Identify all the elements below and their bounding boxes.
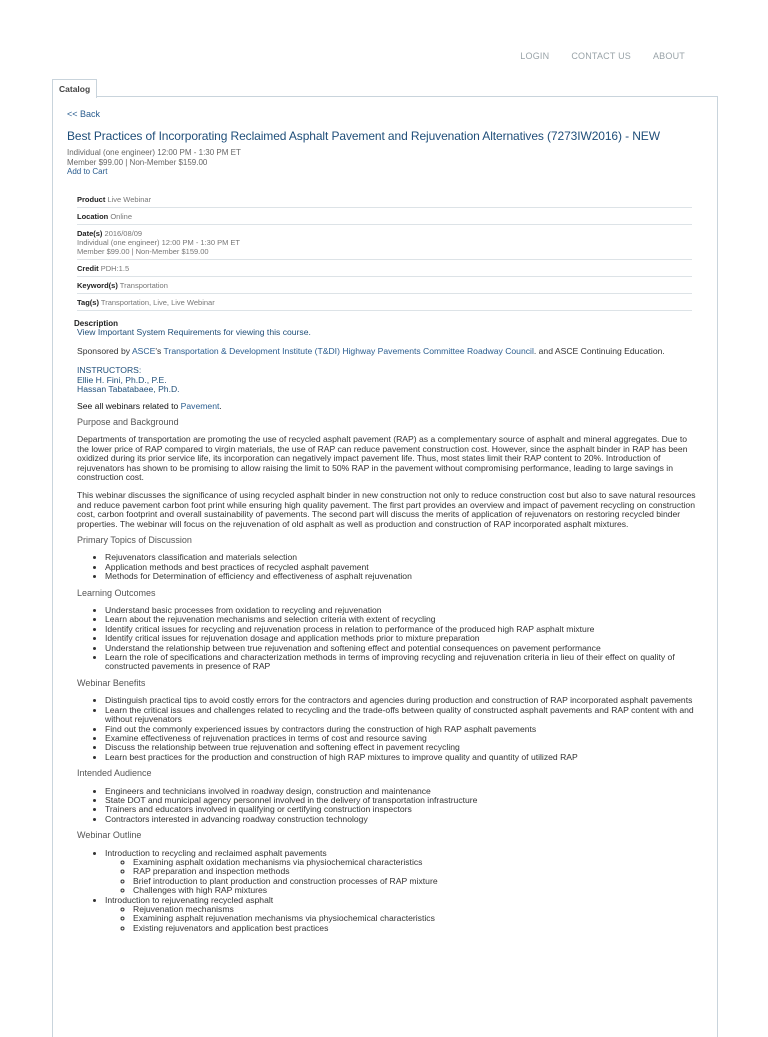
table-row bbox=[77, 293, 692, 310]
purpose-paragraph: This webinar discusses the significance of using recycled asphalt binder in new construction not only to reduce construction cost but also to save natural resources and reduce pavement carbon foot print while ensuring high quality pavement. The first part provides an overview and impact of pavement recycling on construction cost, carbon footprint and overall sustainability of pavements. The second part will discuss the merits of application of rejuvenators on restoring recycled binder properties. The webinar will focus on the rejuvenation of old asphalt as well as production and construction of RAP incorporated asphalt mixtures. bbox=[77, 490, 696, 529]
outline-heading: Webinar Outline bbox=[77, 830, 142, 841]
contact-us-link[interactable]: CONTACT US bbox=[571, 51, 631, 61]
instructors-label: INSTRUCTORS: bbox=[77, 365, 142, 376]
tdi-link[interactable]: Transportation & Development Institute (T&DI) Highway Pavements Committee Roadway Council bbox=[163, 345, 534, 356]
list-item: • Trainers and educators involved in qualifying or certifying construction inspectors bbox=[105, 805, 697, 814]
list-item: • Contractors interested in advancing roadway construction technology bbox=[105, 815, 697, 824]
list-item: • Find out the commonly experienced issues by contractors during the construction of high RAP asphalt pavements bbox=[105, 725, 697, 734]
add-to-cart-link[interactable]: Add to Cart bbox=[67, 167, 108, 176]
purpose-heading: Purpose and Background bbox=[77, 416, 179, 427]
course-meta bbox=[67, 148, 702, 177]
login-link[interactable]: LOGIN bbox=[520, 51, 550, 61]
page-title: Best Practices of Incorporating Reclaimed Asphalt Pavement and Rejuvenation Alternatives (7273IW2016) - NEW bbox=[67, 129, 660, 143]
see-all-webinars: See all webinars related to Pavement. bbox=[77, 400, 222, 411]
tab-bar bbox=[52, 79, 97, 98]
list-item: • Understand the relationship between true rejuvenation and softening effect and potential consequences on pavement performance bbox=[105, 644, 697, 653]
list-item: ◦ Rejuvenation mechanisms bbox=[133, 905, 697, 914]
table-row bbox=[77, 207, 692, 224]
dates-value: 2016/08/09 bbox=[104, 228, 143, 238]
system-requirements-link[interactable]: View Important System Requirements for viewing this course. bbox=[77, 326, 311, 337]
tags-value: Transportation, Live, Live Webinar bbox=[100, 297, 215, 307]
dates-price: Member $99.00 | Non-Member $159.00 bbox=[77, 246, 209, 256]
audience-list bbox=[77, 787, 697, 825]
pavement-link[interactable]: Pavement bbox=[180, 400, 220, 411]
about-link[interactable]: ABOUT bbox=[652, 51, 685, 61]
instructor-name: Hassan Tabatabaee, Ph.D. bbox=[77, 384, 180, 395]
list-item: • Methods for Determination of efficiency and effectiveness of asphalt rejuvenation bbox=[105, 572, 697, 581]
list-item: • Distinguish practical tips to avoid costly errors for the contractors and agencies during production and construction of RAP incorporated asphalt pavements bbox=[105, 696, 697, 705]
location-label: Location bbox=[77, 211, 109, 221]
list-item: • Learn the role of specifications and characterization methods in terms of improving recycling and rejuvenation criteria in lieu of their effect on quality of constructed pavements in presence of RAP bbox=[105, 653, 697, 672]
list-item: • Introduction to rejuvenating recycled asphalt ◦ Rejuvenation mechanisms ◦ Examining asphalt rejuvenation mechanisms via physiochemical characteristics ◦ Existing rejuvenators and application best practices bbox=[105, 896, 697, 934]
audience-heading: Intended Audience bbox=[77, 768, 152, 779]
list-item: • Identify critical issues for recycling and rejuvenation process in relation to performance of the produced high RAP asphalt mixture bbox=[105, 625, 697, 634]
list-item: • Learn best practices for the production and construction of high RAP mixtures to improve quality and quantity of utilized RAP bbox=[105, 753, 697, 762]
credit-label: Credit bbox=[77, 263, 99, 273]
dates-label: Date(s) bbox=[77, 228, 103, 238]
description-body bbox=[77, 328, 697, 934]
list-item: • Examine effectiveness of rejuvenation practices in terms of cost and resource saving bbox=[105, 734, 697, 743]
catalog-panel bbox=[52, 96, 718, 1037]
location-value: Online bbox=[110, 211, 133, 221]
credit-value: PDH:1.5 bbox=[100, 263, 130, 273]
table-row bbox=[77, 224, 692, 259]
instructor-name: Ellie H. Fini, Ph.D., P.E. bbox=[77, 374, 167, 385]
meta-price: Member $99.00 | Non-Member $159.00 bbox=[67, 157, 208, 167]
list-item: • Learn about the rejuvenation mechanisms and selection criteria with extent of recycling bbox=[105, 615, 697, 624]
outcomes-heading: Learning Outcomes bbox=[77, 587, 156, 598]
list-item: • State DOT and municipal agency personnel involved in the delivery of transportation infrastructure bbox=[105, 796, 697, 805]
list-item: • Rejuvenators classification and materials selection bbox=[105, 553, 697, 562]
sponsor-text: Sponsored by ASCE's Transportation & Development Institute (T&DI) Highway Pavements Committee Roadway Council. and ASCE Continuing Education. bbox=[77, 345, 665, 356]
topics-list bbox=[77, 553, 697, 581]
product-value: Live Webinar bbox=[107, 194, 152, 204]
list-item: ◦ Examining asphalt oxidation mechanisms via physiochemical characteristics bbox=[133, 858, 697, 867]
list-item: ◦ Existing rejuvenators and application best practices bbox=[133, 924, 697, 933]
outline-sublist bbox=[105, 858, 697, 896]
tab-catalog[interactable]: Catalog bbox=[52, 79, 97, 98]
keywords-label: Keyword(s) bbox=[77, 280, 118, 290]
list-item: • Identify critical issues for rejuvenation dosage and application methods prior to mixture preparation bbox=[105, 634, 697, 643]
list-item: ◦ RAP preparation and inspection methods bbox=[133, 867, 697, 876]
product-label: Product bbox=[77, 194, 106, 204]
list-item: ◦ Challenges with high RAP mixtures bbox=[133, 886, 697, 895]
benefits-list bbox=[77, 696, 697, 762]
asce-link[interactable]: ASCE bbox=[131, 345, 156, 356]
list-item: • Understand basic processes from oxidation to recycling and rejuvenation bbox=[105, 606, 697, 615]
list-item: ◦ Brief introduction to plant production and construction processes of RAP mixture bbox=[133, 877, 697, 886]
outcomes-list bbox=[77, 606, 697, 672]
keywords-value: Transportation bbox=[119, 280, 168, 290]
outline-list bbox=[77, 849, 697, 934]
topics-heading: Primary Topics of Discussion bbox=[77, 535, 192, 545]
back-link[interactable]: << Back bbox=[67, 109, 101, 119]
tags-label: Tag(s) bbox=[77, 297, 99, 307]
course-detail bbox=[67, 109, 702, 933]
purpose-paragraph: Departments of transportation are promoting the use of recycled asphalt pavement (RAP) as a complementary source of asphalt and mineral aggregates. Due to the lower price of RAP compared to virgin materials, the use of RAP can reduce pavement construction cost. However, since the asphalt binder in RAP has been oxidized during its prior service life, its incorporation can negatively impact pavement life. Thus, most states limit their RAP content to 20%. Introduction of rejuvenators has shown to be promising to allow raising the limit to 50% RAP in the pavement without compromising performance, leading to large savings in construction cost. bbox=[77, 434, 688, 482]
table-row bbox=[77, 276, 692, 293]
list-item: • Introduction to recycling and reclaimed asphalt pavements ◦ Examining asphalt oxidation mechanisms via physiochemical characteristics ◦ RAP preparation and inspection methods ◦ Brief introduction to plant production and construction processes of RAP mixture ◦ Challenges with high RAP mixtures bbox=[105, 849, 697, 896]
list-item: • Application methods and best practices of recycled asphalt pavement bbox=[105, 563, 697, 572]
table-row bbox=[77, 259, 692, 276]
list-item: • Discuss the relationship between true rejuvenation and softening effect in pavement recycling bbox=[105, 743, 697, 752]
table-row bbox=[77, 191, 692, 208]
details-table bbox=[77, 191, 692, 311]
dates-session: Individual (one engineer) 12:00 PM - 1:30 PM ET bbox=[77, 237, 241, 247]
description-label: Description bbox=[74, 318, 119, 328]
list-item: • Engineers and technicians involved in roadway design, construction and maintenance bbox=[105, 787, 697, 796]
meta-session: Individual (one engineer) 12:00 PM - 1:30 PM ET bbox=[67, 148, 241, 157]
outline-sublist bbox=[105, 905, 697, 933]
list-item: ◦ Examining asphalt rejuvenation mechanisms via physiochemical characteristics bbox=[133, 914, 697, 923]
list-item: • Learn the critical issues and challenges related to recycling and the trade-offs between quality of constructed asphalt pavements and RAP content with and without rejuvenators bbox=[105, 706, 697, 725]
benefits-heading: Webinar Benefits bbox=[77, 677, 146, 688]
top-nav bbox=[520, 51, 685, 61]
